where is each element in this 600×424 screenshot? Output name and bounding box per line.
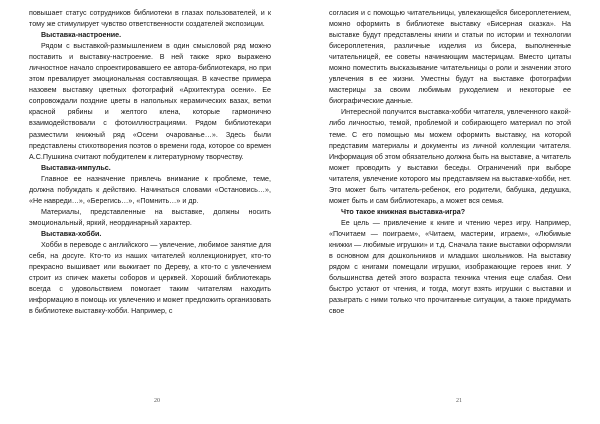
section-heading: Что такое книжная выставка-игра? — [341, 207, 466, 216]
right-page — [329, 8, 571, 408]
paragraph: повышает статус сотрудников библиотеки в глазах пользователей, и к тому же стимулирует чувство ответственности создателей экспозиции. — [29, 9, 271, 29]
left-page-text — [29, 8, 271, 317]
paragraph: Рядом с выставкой-размышлением в один смысловой ряд можно поставить и выставку-настроение. В ней также ярко выражено личностное начало спроектировавшего ее автора-библиотекаря, но при этом превалирует эмоциональная составляющая. В качестве примера назовем выставку цветных фотографий «Архитектура осени». Ее сопровождали поздние цветы в напольных керамических вазах, ветки красной рябины и желтого клена, которые гармонично взаимодействовали с фотоиллюстрациями. Рядом библиотекари разместили книжный ряд «Осени очарованье…». Здесь были представлены стихотворения поэтов о времени года, которое со времен А.С.Пушкина считают побудителем к литературному творчеству. — [29, 42, 271, 161]
section-heading: Выставка-импульс. — [41, 163, 111, 172]
paragraph: Хобби в переводе с английского — увлечение, любимое занятие для себя, на досуге. Кто-то из наших читателей коллекционирует, кто-то прекрасно вышивает или выжигает по Дереву, а кто-то с увлечением строит из спичек макеты соборов и церквей. Хороший библиотекарь всегда с удовольствием помогает таким читателям находить информацию в помощь их увлечению и может предложить организовать в библиотеке выставку-хобби. Например, с — [29, 240, 271, 316]
left-page — [29, 8, 271, 408]
section-heading: Выставка-настроение. — [41, 31, 122, 40]
paragraph: Интересной получится выставка-хобби читателя, увлеченного какой-либо личностью, темой, проблемой и собирающего материал по этой теме. С его помощью мы можем оформить выставку, на которой представим материалы и документы из личной коллекции читателя. Информация об этом обязательно должна быть на выставке, а читатель может проводить у выставки беседы. Ограничений при выборе читателя, увлечение которого мы представляем на выставке-хобби, нет. Это может быть читатель-ребенок, его родители, бабушка, дедушка, может быть и сам библиотекарь, а может вся семья. — [329, 108, 571, 205]
right-page-text — [329, 8, 571, 317]
paragraph: Главное ее назначение привлечь внимание к проблеме, теме, должна побуждать к действию. Начинаться словами «Остановись…», «Не навреди…», «Берегись…», «Помнить…» и др. — [29, 174, 271, 205]
paragraph: согласия и с помощью читательницы, увлекающейся бисероплетением, можно оформить в библиотеке выставку «Бисерная сказка». На выставке будут представлены книги и статьи по истории и технологии бисероплетения, различные изделия из бисера, выполненные читательницей, ее советы начинающим мастерицам. Вместо цитаты можно поместить высказывание читательницы о роли и значении этого увлечения в ее жизни. Уместны будут на выставке фотографии мастерицы за своим любимым рукоделием и некоторые ее биографические данные. — [329, 9, 571, 106]
paragraph: Материалы, представленные на выставке, должны носить эмоциональный, яркий, неординарный характер. — [29, 207, 271, 227]
paragraph: Ее цель — привлечение к книге и чтению через игру. Например, «Почитаем — поиграем», «Читаем, мастерим, играем», «Любимые книжки — любимые игрушки» и т.д. Сначала такие выставки оформляли в основном для дошкольников и младших школьников. На выставку рядом с книгами помещали игрушки, изображающие героев книг. У большинства детей этого возраста техника чтения еще слабая. Они быстро устают от чтения, и тогда, могут взять игрушки с выставки и разыграть с ними только что прочитанные ситуации, а также придумать свое — [329, 218, 571, 316]
right-page-number: 21 — [456, 398, 462, 404]
section-heading: Выставка-хобби. — [41, 229, 102, 238]
left-page-number: 20 — [154, 398, 160, 404]
